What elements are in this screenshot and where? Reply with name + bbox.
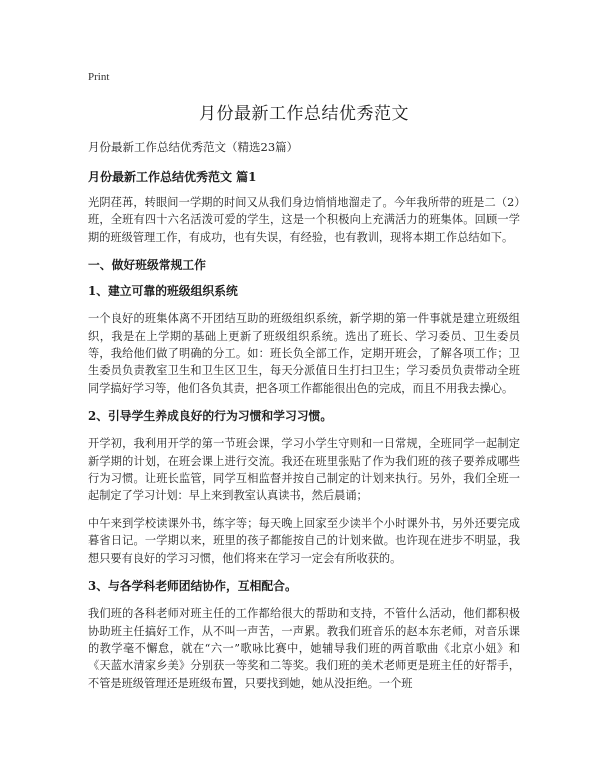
subsection-3-paragraph: 我们班的各科老师对班主任的工作都给很大的帮助和支持，不管什么活动，他们都积极协助班主任搞好工作，从不叫一声苦，一声累。教我们班音乐的赵本东老师，对音乐课的教学毫不懈怠，就在“六一”歌咏比赛中，她辅导我们班的两首歌曲《北京小妞》和《天蓝水清家乡美》分别获一等奖和二等奖。我们班的美术老师更是班主任的好帮手，不管是班级管理还是班级布置，只要找到她，她从没拒绝。一个班 — [88, 607, 520, 690]
subsection-2-paragraph-1: 开学初，我利用开学的第一节班会课，学习小学生守则和一日常规，全班同学一起制定新学期的计划，在班会课上进行交流。我还在班里张贴了作为我们班的孩子要养成哪些行为习惯。让班长监管，同学互相监督并按自己制定的计划来执行。另外，我们全班一起制定了学习计划：早上来到教室认真读书，然后晨诵； — [88, 437, 520, 503]
subsection-heading-3: 3、与各学科老师团结协作，互相配合。 — [88, 579, 297, 594]
subsection-heading-1: 1、建立可靠的班级组织系统 — [88, 284, 238, 299]
print-label[interactable]: Print — [88, 71, 110, 83]
document-title: 月份最新工作总结优秀范文 — [199, 104, 409, 124]
document-page — [88, 70, 520, 702]
subsection-heading-2: 2、引导学生养成良好的行为习惯和学习习惯。 — [88, 409, 333, 424]
subsection-2-paragraph-2: 中午来到学校读课外书，练字等；每天晚上回家至少读半个小时课外书，另外还要完成暮省日记。一学期以来，班里的孩子都能按自己的计划来做。也许现在进步不明显，我想只要有良好的学习习惯，他们将来在学习一定会有所收获的。 — [88, 516, 520, 565]
intro-paragraph: 光阴荏苒，转眼间一学期的时间又从我们身边悄悄地溜走了。今年我所带的班是二（2）班，全班有四十六名活泼可爱的学生，这是一个积极向上充满活力的班集体。回顾一学期的班级管理工作，有成功，也有失误，有经验，也有教训，现将本期工作总结如下。 — [88, 196, 520, 244]
article-heading: 月份最新工作总结优秀范文 篇1 — [88, 170, 257, 184]
section-heading-1: 一、做好班级常规工作 — [88, 258, 206, 273]
document-subtitle: 月份最新工作总结优秀范文（精选23篇） — [88, 140, 299, 154]
subsection-1-paragraph: 一个良好的班集体离不开团结互助的班级组织系统，新学期的第一件事就是建立班级组织，我是在上学期的基础上更新了班级组织系统。选出了班长、学习委员、卫生委员等，我给他们做了明确的分工。如：班长负全部工作，定期开班会，了解各项工作；卫生委员负责教室卫生和卫生区卫生，每天分派值日生打扫卫生；学习委员负责带动全班同学搞好学习等，他们各负其责，把各项工作都能很出色的完成，而且不用我去操心。 — [88, 312, 520, 395]
